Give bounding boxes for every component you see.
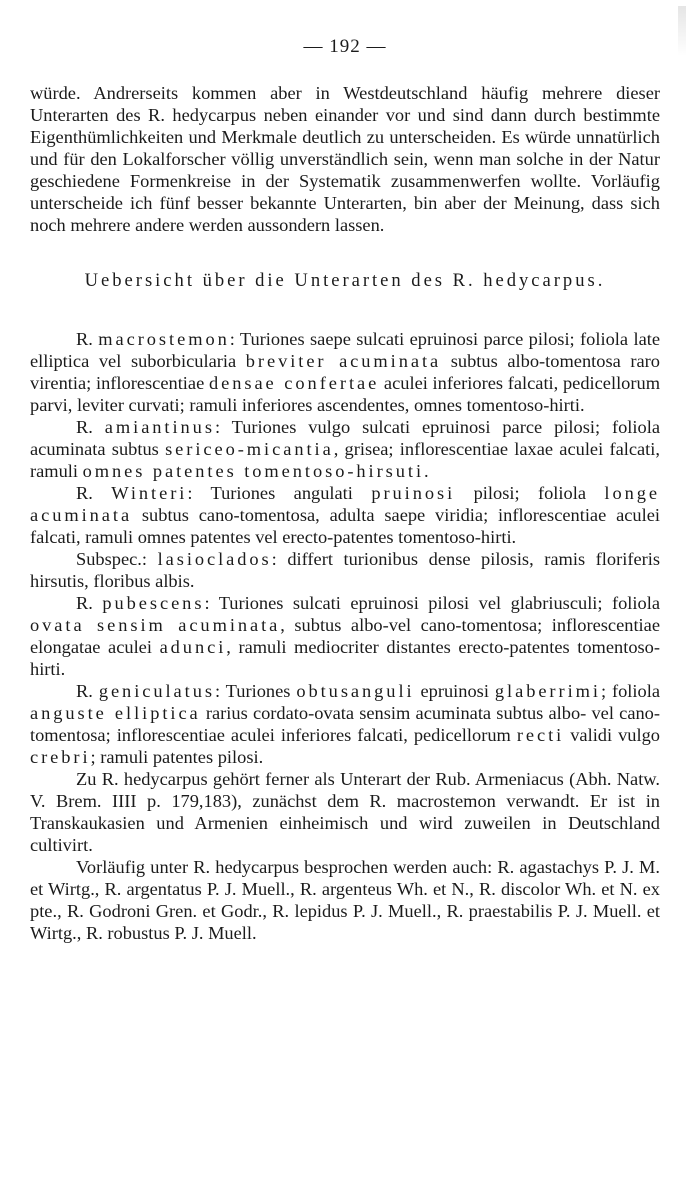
- entry-text: ; foliola: [600, 681, 660, 701]
- entry-macrostemon: [30, 328, 660, 416]
- spaced-emphasis: breviter acuminata: [245, 351, 442, 371]
- taxon-name: pubescens: [102, 593, 205, 613]
- spaced-emphasis: densae confertae: [208, 373, 380, 393]
- page-number: — 192 —: [303, 36, 387, 57]
- entry-geniculatus: [30, 680, 660, 768]
- entry-text: , subtus albo-vel cano-tomentosa; inflorescentiae elongatae aculei: [30, 615, 660, 657]
- taxon-name: Winteri: [111, 483, 188, 503]
- spaced-emphasis: glaberrimi: [494, 681, 601, 701]
- intro-paragraph: würde. Andrerseits kommen aber in Westdeutschland häufig mehrere dieser Unterarten des R. hedycarpus neben einander vor und sind dann durch bestimmte Eigenthümlichkeiten und Merkmale deutlich zu unterscheiden. Es würde unnatürlich und für den Lokalforscher völlig unverständlich sein, wenn man solche in der Natur geschiedene Formenkreise in der Systematik zusammenwerfen wollte. Vorläufig unterscheide ich fünf besser bekannte Unterarten, bin aber der Meinung, dass sich noch mehrere andere werden aussondern lassen.: [30, 83, 660, 235]
- entry-lead: R.: [76, 329, 99, 349]
- entry-lead: R.: [76, 417, 105, 437]
- spaced-emphasis: ovata sensim acuminata: [30, 615, 281, 635]
- entry-text: subtus cano-tomentosa, adulta saepe viridia; inflorescentiae aculei falcati, ramuli omnes patentes vel erecto-patentes tomentoso-hirti.: [30, 505, 660, 547]
- spaced-emphasis: crebri: [30, 747, 91, 767]
- spaced-emphasis: longe acuminata: [30, 483, 660, 525]
- entry-text: subtus albo-tomentosa raro virentia; inflorescentiae: [30, 351, 660, 393]
- spaced-emphasis: sericeo-micantia: [165, 439, 334, 459]
- spaced-emphasis: omnes patentes tomentoso-hirsuti: [82, 461, 425, 481]
- entry-text: .: [424, 461, 429, 481]
- entry-text: : Turiones vulgo sulcati epruinosi parce pilosi; foliola acuminata subtus: [30, 417, 660, 459]
- entry-amiantinus: [30, 416, 660, 482]
- paragraph-armeniacus: Zu R. hedycarpus gehört ferner als Unterart der Rub. Armeniacus (Abh. Natw. V. Brem. IIII p. 179,183), zunächst dem R. macrostemon verwandt. Er ist in Transkaukasien und Armenien einheimisch und wird zuweilen in Deutschland cultivirt.: [30, 769, 660, 855]
- entry-text: : Turiones: [214, 681, 297, 701]
- entry-lead: R.: [76, 593, 103, 613]
- entry-text: : Turiones saepe sulcati epruinosi parce pilosi; foliola late elliptica vel suborbicularia: [30, 329, 660, 371]
- entry-text: pilosi; foliola: [455, 483, 605, 503]
- entry-lead: R.: [76, 681, 99, 701]
- entry-text: , ramuli mediocriter distantes erecto-patentes tomentoso-hirti.: [30, 637, 660, 679]
- entry-lead: Subspec.:: [76, 549, 158, 569]
- spaced-emphasis: obtusanguli: [296, 681, 415, 701]
- page-body: [30, 36, 660, 944]
- spaced-emphasis: pruinosi: [371, 483, 456, 503]
- entry-text: rarius cordato-ovata sensim acuminata subtus albo- vel cano-tomentosa; inflorescentiae aculei inferiores falcati, pedicellorum: [30, 703, 660, 745]
- entry-lasioclados: [30, 548, 660, 592]
- entry-winteri: [30, 482, 660, 548]
- spaced-emphasis: adunci: [159, 637, 227, 657]
- taxon-name: amiantinus: [104, 417, 215, 437]
- entry-text: , grisea; inflorescentiae laxae aculei falcati, ramuli: [30, 439, 660, 481]
- entry-text: : Turiones angulati: [187, 483, 372, 503]
- entry-text: epruinosi: [414, 681, 495, 701]
- spaced-emphasis: anguste elliptica: [30, 703, 201, 723]
- entry-text: ; ramuli patentes pilosi.: [90, 747, 264, 767]
- taxon-name: macrostemon: [98, 329, 230, 349]
- taxon-name: lasioclados: [157, 549, 272, 569]
- page-edge-shadow: [678, 6, 686, 56]
- section-heading: Uebersicht über die Unterarten des R. hedycarpus.: [84, 270, 606, 291]
- entry-text: : differt turionibus dense pilosis, ramis floriferis hirsutis, floribus albis.: [30, 549, 660, 591]
- entry-lead: R.: [76, 483, 112, 503]
- entry-text: aculei inferiores falcati, pedicellorum parvi, leviter curvati; ramuli inferiores ascendentes, omnes tomentoso-hirti.: [30, 373, 661, 415]
- entry-text: validi vulgo: [564, 725, 660, 745]
- entry-text: : Turiones sulcati epruinosi pilosi vel glabriusculi; foliola: [204, 593, 660, 613]
- entry-pubescens: [30, 592, 660, 680]
- paragraph-related-species: Vorläufig unter R. hedycarpus besprochen werden auch: R. agastachys P. J. M. et Wirtg., R. argentatus P. J. Muell., R. argenteus Wh. et N., R. discolor Wh. et N. ex pte., R. Godroni Gren. et Godr., R. lepidus P. J. Muell., R. praestabilis P. J. Muell. et Wirtg., R. robustus P. J. Muell.: [30, 857, 660, 943]
- spaced-emphasis: recti: [516, 725, 565, 745]
- taxon-name: geniculatus: [98, 681, 215, 701]
